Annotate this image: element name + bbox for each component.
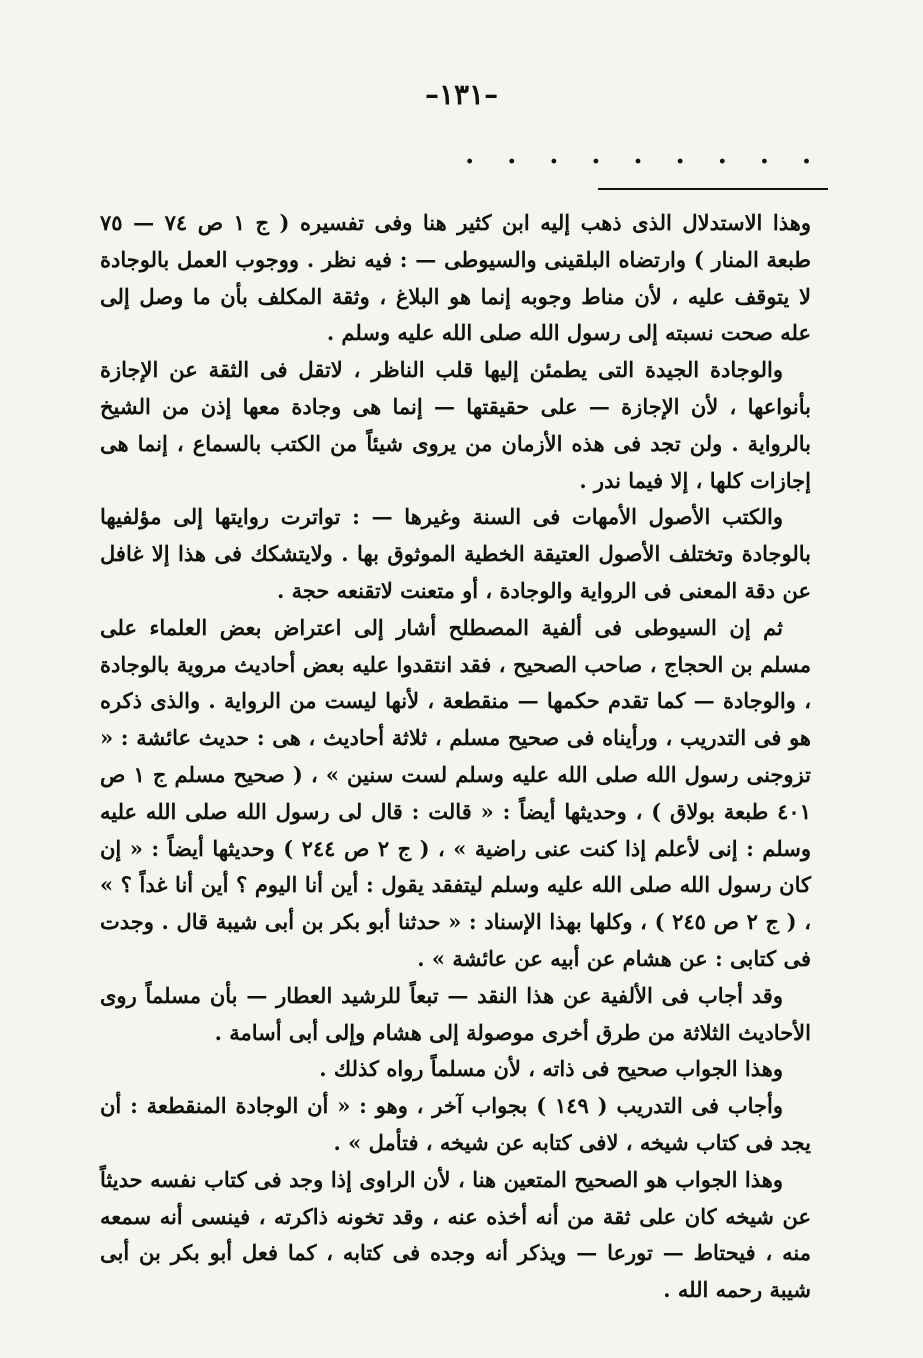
paragraph-4: ثم إن السيوطى فى ألفية المصطلح أشار إلى اعتراض بعض العلماء على مسلم بن الحجاج ، صاحب الصحيح ، فقد انتقدوا عليه بعض أحاديث مروية بالوجادة ، والوجادة — كما تقدم حكمها — منقطعة ، لأنها ليست من الرواية . والذى ذكره هو فى التدريب ، ورأيناه فى صحيح مسلم ، ثلاثة أحاديث ، هى : حديث عائشة : « تزوجنى رسول الله صلى الله عليه وسلم لست سنين » ، ( صحيح مسلم ج ١ ص ٤٠١ طبعة بولاق ) ، وحديثها أيضاً : « قالت : قال لى رسول الله صلى الله عليه وسلم : إنى لأعلم إذا كنت عنى راضية » ، ( ج ٢ ص ٢٤٤ ) وحديثها أيضاً : « إن كان رسول الله صلى الله عليه وسلم ليتفقد يقول : أين أنا اليوم ؟ أين أنا غداً ؟ » ، ( ج ٢ ص ٢٤٥ ) ، وكلها بهذا الإسناد : « حدثنا أبو بكر بن أبى شيبة قال . وجدت فى كتابى : عن هشام عن أبيه عن عائشة » . xyxy=(100,614,812,971)
paragraph-1: وهذا الاستدلال الذى ذهب إليه ابن كثير هنا وفى تفسيره ( ج ١ ص ٧٤ — ٧٥ طبعة المنار ) وارتضاه البلقينى والسيوطى — : فيه نظر . ووجوب العمل بالوجادة لا يتوقف عليه ، لأن مناط وجوبه إنما هو البلاغ ، وثقة المكلف بأن ما وصل إلى عله صحت نسبته إلى رسول الله صلى الله عليه وسلم . xyxy=(100,210,811,346)
paragraph-8: وهذا الجواب هو الصحيح المتعين هنا ، لأن الراوى إذا وجد فى كتاب نفسه حديثاً عن شيخه كان على ثقة من أنه أخذه عنه ، وقد تخونه ذاكرته ، فينسى أنه سمعه منه ، فيحتاط — تورعا — ويذكر أنه وجده فى كتابه ، كما فعل أبو بكر بن أبى شيبة رحمه الله . xyxy=(100,1166,811,1303)
paragraph-2: والوجادة الجيدة التى يطمئن إليها قلب الناظر ، لاتقل فى الثقة عن الإجازة بأنواعها ، لأن الإجازة — على حقيقتها — إنما هى وجادة معها إذن من الشيخ بالرواية . ولن تجد فى هذه الأزمان من يروى شيئاً من الكتب بالسماع ، إنما هى إجازات كلها ، إلا فيما ندر . xyxy=(100,357,811,493)
paragraph-7: وأجاب فى التدريب ( ١٤٩ ) بجواب آخر ، وهو : « أن الوجادة المنقطعة : أن يجد فى كتاب شيخه ، لافى كتابه عن شيخه ، فتأمل » . xyxy=(100,1093,811,1155)
body-text xyxy=(100,205,811,1309)
paragraph-6: وهذا الجواب صحيح فى ذاته ، لأن مسلماً رواه كذلك . xyxy=(319,1056,783,1082)
paragraph-3: والكتب الأصول الأمهات فى السنة وغيرها — : تواترت روايتها إلى مؤلفيها بالوجادة وتختلف الأصول العتيقة الخطية الموثوق بها . ولايتشكك فى هذا إلا غافل عن دقة المعنى فى الرواية والوجادة ، أو متعنت لاتقنعه حجة . xyxy=(100,504,811,603)
page-number: –١٣١– xyxy=(424,78,499,111)
paragraph-5: وقد أجاب فى الألفية عن هذا النقد — تبعاً للرشيد العطار — بأن مسلماً روى الأحاديث الثلاثة من طرق أخرى موصولة إلى هشام وإلى أبى أسامة . xyxy=(100,982,811,1045)
ellipsis-dots: . . . . . . . . . xyxy=(465,140,823,170)
footnote-separator-line xyxy=(598,188,828,190)
